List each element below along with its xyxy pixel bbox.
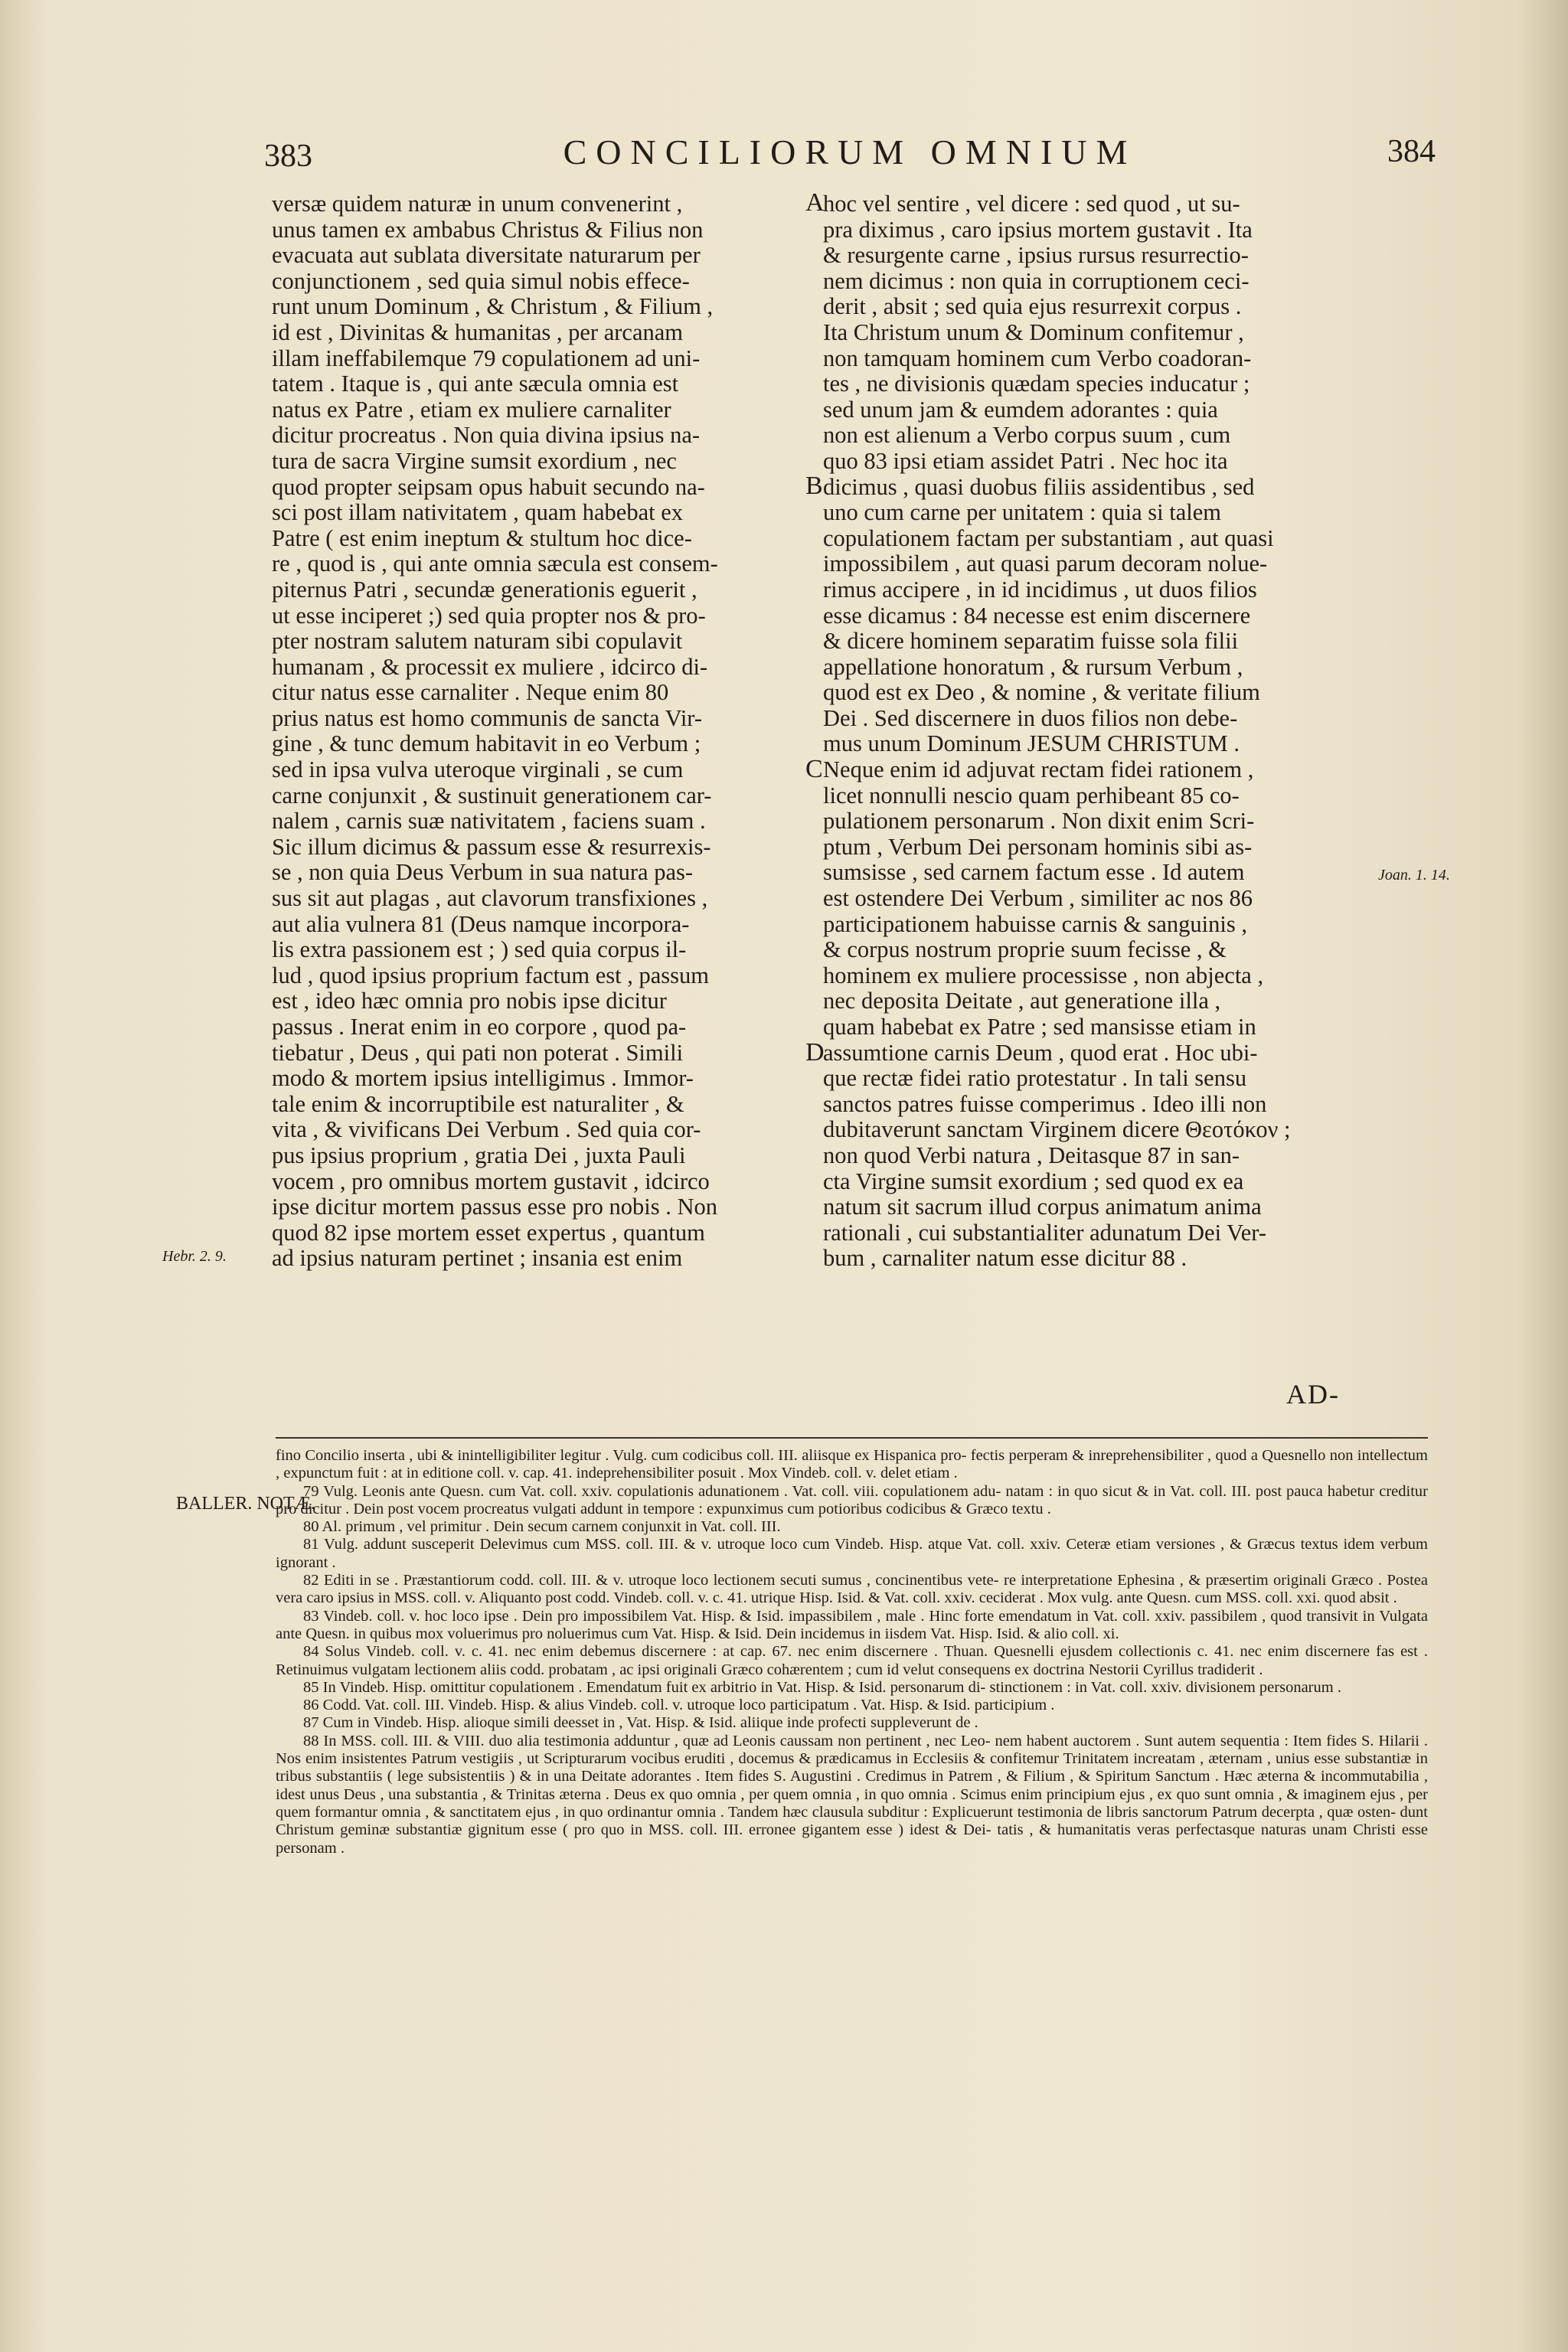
- left-column-line: tatem . Itaque is , qui ante sæcula omnia est: [272, 371, 679, 397]
- left-column-line: passus . Inerat enim in eo corpore , quod pa-: [272, 1014, 687, 1040]
- footnote: 82 Editi in se . Præstantiorum codd. coll. III. & v. utroque loco lectionem secuti sumus , concinentibus vete- re interpretatione Ephesina , & præsertim originali Græco . Postea vera caro ipsius in MSS. coll. v. Aliquanto post codd. Vindeb. coll. v. c. 41. utrique Hisp. Isid. & Vat. coll. xxiv. ceciderat . Mox vulg. ante Quesn. cum MSS. coll. xxi. quod absit .: [276, 1572, 1428, 1607]
- left-column-line: tale enim & incorruptibile est naturaliter , &: [272, 1091, 684, 1117]
- page-number-right: 384: [1387, 134, 1436, 169]
- right-column-line: ptum , Verbum Dei personam hominis sibi as-: [823, 834, 1253, 860]
- right-text-column: [823, 191, 1373, 1272]
- left-column-line: prius natus est homo communis de sancta Vir-: [272, 705, 703, 731]
- right-column-line: licet nonnulli nescio quam perhibeant 85 co-: [823, 782, 1240, 808]
- right-column-line: pra diximus , caro ipsius mortem gustavit . Ita: [823, 217, 1253, 243]
- left-column-line: lud , quod ipsius proprium factum est , passum: [272, 962, 709, 988]
- right-column-line: appellatione honoratum , & rursum Verbum ,: [823, 654, 1243, 680]
- right-column-line: impossibilem , aut quasi parum decoram noluе-: [823, 551, 1268, 577]
- right-column-line: tes , ne divisionis quædam species inducatur ;: [823, 371, 1250, 397]
- left-column-line: se , non quia Deus Verbum in sua natura pas-: [272, 860, 694, 886]
- footnote: 87 Cum in Vindeb. Hisp. alioque simili deesset in , Vat. Hisp. & Isid. aliique inde profecti suppleverunt de .: [303, 1714, 978, 1732]
- left-column-line: ipse dicitur mortem passus esse pro nobis . Non: [272, 1194, 717, 1220]
- left-column-line: piternus Patri , secundæ generationis eguerit ,: [272, 577, 697, 603]
- right-column-line: dicimus , quasi duobus filiis assidentibus , sed: [823, 474, 1255, 500]
- left-column-line: sci post illam nativitatem , quam habebat ex: [272, 500, 683, 526]
- right-column-line: rimus accipere , in id incidimus , ut duos filios: [823, 577, 1257, 603]
- left-column-line: natus ex Patre , etiam ex muliere carnaliter: [272, 397, 671, 423]
- right-column-line: Neque enim id adjuvat rectam fidei rationem ,: [823, 757, 1254, 783]
- right-column-line: non tamquam hominem cum Verbo coadoran-: [823, 345, 1252, 371]
- right-column-line: Dei . Sed discernere in duos filios non debe-: [823, 705, 1238, 731]
- footnotes: [276, 1447, 1428, 1857]
- right-column-line: hoc vel sentire , vel dicere : sed quod , ut su-: [823, 191, 1240, 217]
- right-column-line: Ita Christum unum & Dominum confitemur ,: [823, 319, 1244, 345]
- left-column-line: vita , & vivificans Dei Verbum . Sed quia cor-: [272, 1117, 701, 1143]
- left-column-line: lis extra passionem est ; ) sed quia corpus il-: [272, 937, 687, 963]
- footnote: 79 Vulg. Leonis ante Quesn. cum Vat. coll. xxiv. copulationis adunationem . Vat. coll. viii. copulationem adu- natam : in quo sicut & in Vat. coll. III. post pauca habetur creditur pro dicitur . Dein post vocem procreatus vulgati addunt in tempore : expunximus cum potioribus codicibus & Græco textu .: [276, 1482, 1428, 1517]
- right-column-line: non est alienum a Verbo corpus suum , cum: [823, 423, 1231, 449]
- left-column-line: re , quod is , qui ante omnia sæcula est consem-: [272, 551, 718, 577]
- footnote: 81 Vulg. addunt susceperit Delevimus cum MSS. coll. III. & v. utroque loco cum Vindeb. Hisp. atque Vat. coll. xxiv. Ceteræ etiam versiones , & Græcus textus idem verbum ignorant .: [276, 1536, 1428, 1571]
- right-column-line: & corpus nostrum proprie suum fecisse , &: [823, 937, 1227, 963]
- left-column-line: quod propter seipsam opus habuit secundo na-: [272, 474, 705, 500]
- right-column-line: participationem habuisse carnis & sanguinis ,: [823, 911, 1247, 937]
- right-column-line: quod est ex Deo , & nomine , & veritate filium: [823, 680, 1260, 706]
- right-column-line: mus unum Dominum JESUM CHRISTUM .: [823, 731, 1240, 757]
- right-column-line: & resurgente carne , ipsius rursus resurrectio-: [823, 243, 1249, 269]
- right-column-line: dubitaverunt sanctam Virginem dicere Θεοτόκον ;: [823, 1117, 1291, 1143]
- left-column-line: Patre ( est enim ineptum & stultum hoc dice-: [272, 525, 692, 551]
- left-column-line: ad ipsius naturam pertinet ; insania est enim: [272, 1246, 683, 1272]
- catchword: AD-: [1286, 1379, 1340, 1410]
- right-column-line: nem dicimus : non quia in corruptionem ceci-: [823, 268, 1250, 294]
- right-column-line: cta Virgine sumsit exordium ; sed quod ex ea: [823, 1168, 1244, 1194]
- footnote: 84 Solus Vindeb. coll. v. c. 41. nec enim debemus discernere : at cap. 67. nec enim discernere . Thuan. Quesnelli ejusdem collectionis c. 41. nec enim discernere fas est . Retinuimus vulgatam lectionem aliis codd. probatam , ac ipsi originali Græco cohærentem ; cum id velut consequens ex doctrina Nestorii Cyrillus tradiderit .: [276, 1643, 1428, 1678]
- right-column-line: est ostendere Dei Verbum , similiter ac nos 86: [823, 886, 1253, 912]
- footnote: 80 Al. primum , vel primitur . Dein secum carnem conjunxit in Vat. coll. III.: [303, 1518, 781, 1536]
- notes-label: BALLER. NOTÆ.: [176, 1494, 315, 1514]
- left-column-line: modo & mortem ipsius intelligimus . Immor-: [272, 1066, 694, 1092]
- left-column-line: pus ipsius proprium , gratia Dei , juxta Pauli: [272, 1142, 686, 1168]
- left-text-column: [272, 191, 823, 1272]
- left-column-line: unus tamen ex ambabus Christus & Filius non: [272, 217, 704, 243]
- left-column-line: pter nostram salutem naturam sibi copulavit: [272, 629, 683, 655]
- left-column-line: Sic illum dicimus & passum esse & resurrexis-: [272, 834, 711, 860]
- left-column-line: sed in ipsa vulva uteroque virginali , se cum: [272, 757, 684, 783]
- right-column-line: quam habebat ex Patre ; sed mansisse etiam in: [823, 1014, 1256, 1040]
- left-column-line: sus sit aut plagas , aut clavorum transfixiones ,: [272, 886, 708, 912]
- footnote: 88 In MSS. coll. III. & VIII. duo alia testimonia adduntur , quæ ad Leonis caussam non pertinent , nec Leo- nem habent auctorem . Sunt autem sequentia : Item fides S. Hilarii . Nos enim insistentes Patrum vestigiis , ut Scripturarum vocibus eruditi , docemus & prædicamus in Ecclesiis & confitemur Trinitatem increatam , æternam , unius esse substantiæ in tribus substantiis ( lege subsistentiis ) & in una Deitate adorantes . Item fides S. Augustini . Credimus in Patrem , & Filium , & Spiritum Sanctum . Hæc æterna & incommutabilia , idest unus Deus , una substantia , & Trinitas æterna . Deus ex quo omnia , per quem omnia , in quo omnia . Scimus enim principium ejus , ex quo sunt omnia , & imaginem ejus , per quem formantur omnia , & sanctitatem ejus , in quo ordinantur omnia . Tandem hæc clausula subditur : Explicuerunt testimonia de libris sanctorum Patrum decerpta , quæ osten- dunt Christum geminæ substantiæ gignitum esse ( pro quo in MSS. coll. III. erronee gigantem esse ) idest & Dei- tatis , & humanitatis veras perfectasque naturas unam Christi esse personam .: [276, 1732, 1428, 1857]
- left-column-line: conjunctionem , sed quia simul nobis effece-: [272, 268, 690, 294]
- right-column-line: natum sit sacrum illud corpus animatum anima: [823, 1194, 1262, 1220]
- left-column-line: citur natus esse carnaliter . Neque enim 80: [272, 680, 669, 706]
- right-column-line: rationali , cui substantialiter adunatum Dei Ver-: [823, 1220, 1267, 1246]
- right-column-line: sed unum jam & eumdem adorantes : quia: [823, 397, 1218, 423]
- left-column-line: carne conjunxit , & sustinuit generationem car-: [272, 782, 712, 808]
- right-column-line: quo 83 ipsi etiam assidet Patri . Nec hoc ita: [823, 448, 1228, 474]
- margin-note-hebr: Hebr. 2. 9.: [162, 1248, 227, 1265]
- section-letter-c: C: [805, 755, 823, 783]
- left-column-line: ut esse inciperet ;) sed quia propter nos & pro-: [272, 603, 706, 629]
- left-column-line: illam ineffabilemque 79 copulationem ad uni-: [272, 345, 701, 371]
- left-column-line: est , ideo hæc omnia pro nobis ipse dicitur: [272, 988, 667, 1014]
- left-column-line: runt unum Dominum , & Christum , & Filium ,: [272, 294, 714, 320]
- left-column-line: tiebatur , Deus , qui pati non poterat . Simili: [272, 1040, 684, 1066]
- left-column-line: dicitur procreatus . Non quia divina ipsius na-: [272, 423, 701, 449]
- left-column-line: humanam , & processit ex muliere , idcirco di-: [272, 654, 708, 680]
- section-letter-b: B: [805, 472, 823, 500]
- footnote: 83 Vindeb. coll. v. hoc loco ipse . Dein pro impossibilem Vat. Hisp. & Isid. impassibilem , male . Hinc forte emendatum in Vat. coll. xxiv. passibilem , quod transivit in Vulgata ante Quesn. in quibus mox voluerimus pro noluerimus cum Vat. Hisp. & Isid. Dein incidemus in iisdem Vat. Hisp. Isid. & alio coll. xi.: [276, 1607, 1428, 1642]
- left-column-line: id est , Divinitas & humanitas , per arcanam: [272, 319, 683, 345]
- left-column-line: gine , & tunc demum habitavit in eo Verbum ;: [272, 731, 701, 757]
- left-column-line: tura de sacra Virgine sumsit exordium , nec: [272, 448, 677, 474]
- left-column-line: aut alia vulnera 81 (Deus namque incorpora-: [272, 911, 690, 937]
- footnote: 86 Codd. Vat. coll. III. Vindeb. Hisp. & alius Vindeb. coll. v. utroque loco participatum . Vat. Hisp. & Isid. participium .: [303, 1697, 1055, 1714]
- right-column-line: nec deposita Deitate , aut generatione illa ,: [823, 988, 1221, 1014]
- right-column-line: sumsisse , sed carnem factum esse . Id autem: [823, 860, 1245, 886]
- left-column-line: evacuata aut sublata diversitate naturarum per: [272, 243, 701, 269]
- right-column-line: sanctos patres fuisse comperimus . Ideo illi non: [823, 1091, 1267, 1117]
- running-header: [264, 130, 1436, 191]
- right-column-line: que rectæ fidei ratio protestatur . In tali sensu: [823, 1066, 1247, 1092]
- notes-divider: [276, 1437, 1428, 1439]
- section-letter-a: A: [805, 188, 825, 217]
- left-column-line: versæ quidem naturæ in unum convenerint ,: [272, 191, 683, 217]
- left-column-line: nalem , carnis suæ nativitatem , faciens suam .: [272, 808, 706, 835]
- right-column-line: uno cum carne per unitatem : quia si talem: [823, 500, 1222, 526]
- right-column-line: non quod Verbi natura , Deitasque 87 in san-: [823, 1142, 1240, 1168]
- right-column-line: hominem ex muliere processisse , non abjecta ,: [823, 962, 1264, 988]
- left-column-line: quod 82 ipse mortem esset expertus , quantum: [272, 1220, 705, 1246]
- section-letter-d: D: [805, 1038, 825, 1067]
- right-column-line: copulationem factam per substantiam , aut quasi: [823, 525, 1274, 551]
- right-column-line: assumtione carnis Deum , quod erat . Hoc ubi-: [823, 1040, 1258, 1066]
- page-number-left: 383: [264, 139, 312, 174]
- right-column-line: derit , absit ; sed quia ejus resurrexit corpus .: [823, 294, 1242, 320]
- right-column-line: esse dicamus : 84 necesse est enim discernere: [823, 603, 1251, 629]
- running-title: CONCILIORUM OMNIUM: [563, 132, 1137, 172]
- right-column-line: pulationem personarum . Non dixit enim Scri-: [823, 808, 1255, 835]
- margin-note-joan: Joan. 1. 14.: [1378, 867, 1450, 884]
- right-column-line: bum , carnaliter natum esse dicitur 88 .: [823, 1246, 1187, 1272]
- footnote: fino Concilio inserta , ubi & inintelligibiliter legitur . Vulg. cum codicibus coll. III. aliisque ex Hispanica pro- fectis perperam & inreprehensibiliter , quod a Quesnello non intellectum , expunctum fuit : at in editione coll. v. cap. 41. indeprehensibiliter posuit . Mox Vindeb. coll. v. delet etiam .: [276, 1447, 1428, 1482]
- footnote: 85 In Vindeb. Hisp. omittitur copulationem . Emendatum fuit ex arbitrio in Vat. Hisp. & Isid. personarum di- stinctionem : in Vat. coll. xxiv. divisionem personarum .: [303, 1678, 1341, 1696]
- left-column-line: vocem , pro omnibus mortem gustavit , idcirco: [272, 1168, 710, 1194]
- right-column-line: & dicere hominem separatim fuisse sola filii: [823, 629, 1239, 655]
